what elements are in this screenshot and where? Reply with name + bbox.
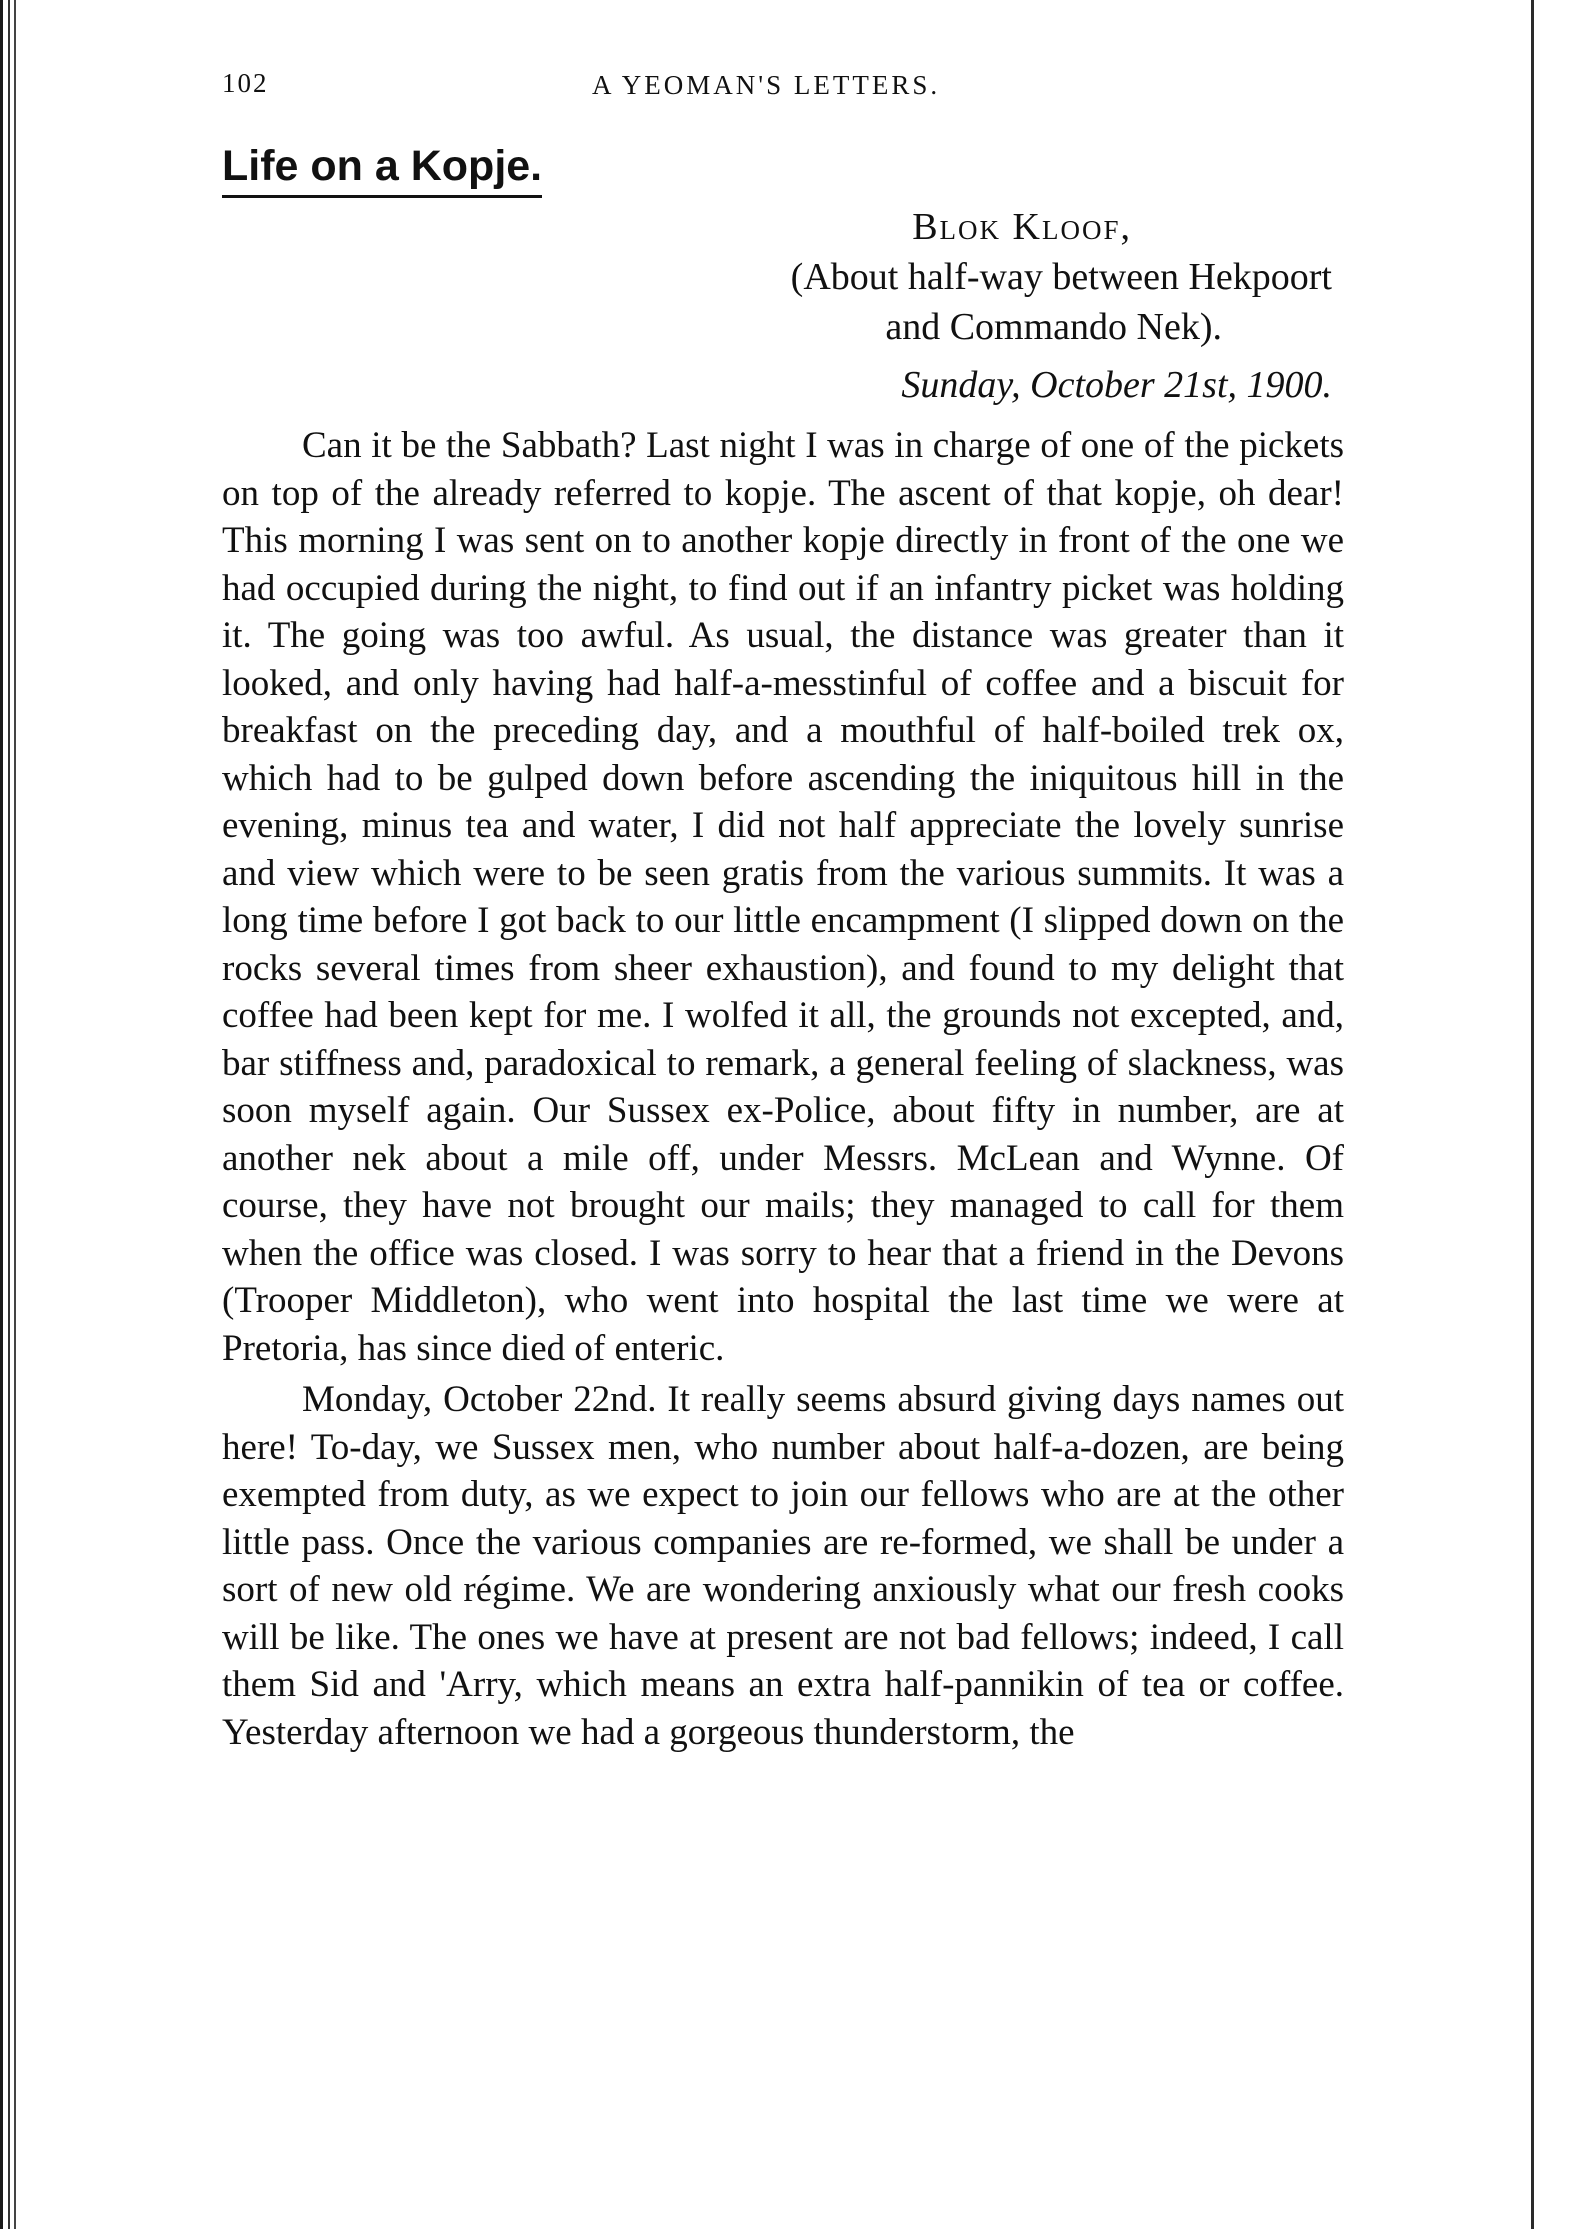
- dateline-location-line-1: (About half-way between Hekpoort: [790, 256, 1332, 298]
- dateline-location-line-2: and Commando Nek).: [885, 306, 1222, 348]
- section-title: Life on a Kopje.: [222, 142, 542, 198]
- body-text: [222, 422, 1352, 1756]
- paragraph-sunday: Can it be the Sabbath? Last night I was in charge of one of the pickets on top of the already referred to kopje. The ascent of that kopje, oh dear! This morning I was sent on to another kopje directly in front of the one we had occupied during the night, to find out if an infantry picket was holding it. The going was too awful. As usual, the distance was greater than it looked, and only having had half-a-messtinful of coffee and a biscuit for breakfast on the preceding day, and a mouthful of half-boiled trek ox, which had to be gulped down before ascending the iniquitous hill in the evening, minus tea and water, I did not half appreciate the lovely sunrise and view which were to be seen gratis from the various summits. It was a long time before I got back to our little encampment (I slipped down on the rocks several times from sheer exhaustion), and found to my delight that coffee had been kept for me. I wolfed it all, the grounds not excepted, and, bar stiffness and, paradoxical to remark, a general feeling of slackness, was soon myself again. Our Sussex ex-Police, about fifty in number, are at another nek about a mile off, under Messrs. McLean and Wynne. Of course, they have not brought our mails; they managed to call for them when the office was closed. I was sorry to hear that a friend in the Devons (Trooper Middleton), who went into hospital the last time we were at Pretoria, has since died of enteric.: [222, 425, 1344, 1369]
- page-number: 102: [222, 68, 269, 98]
- page-right-edge: [1531, 0, 1534, 2229]
- paragraph-monday: Monday, October 22nd. It really seems absurd giving days names out here! To-day, we Sussex men, who number about half-a-dozen, are being exempted from duty, as we expect to join our fellows who are at the other little pass. Once the various companies are re-formed, we shall be under a sort of new old régime. We are wondering anxiously what our fresh cooks will be like. The ones we have at present are not bad fellows; indeed, I call them Sid and 'Arry, which means an extra half-pannikin of tea or coffee. Yesterday afternoon we had a gorgeous thunderstorm, the: [222, 1379, 1344, 1753]
- book-binding-edge: [0, 0, 16, 2229]
- running-title: A YEOMAN'S LETTERS.: [592, 70, 941, 100]
- dateline-place: Blok Kloof,: [912, 206, 1132, 248]
- book-page: [222, 60, 1352, 1756]
- running-head: [222, 60, 1352, 108]
- dateline-date: Sunday, October 21st, 1900.: [901, 364, 1332, 406]
- dateline: [222, 202, 1352, 410]
